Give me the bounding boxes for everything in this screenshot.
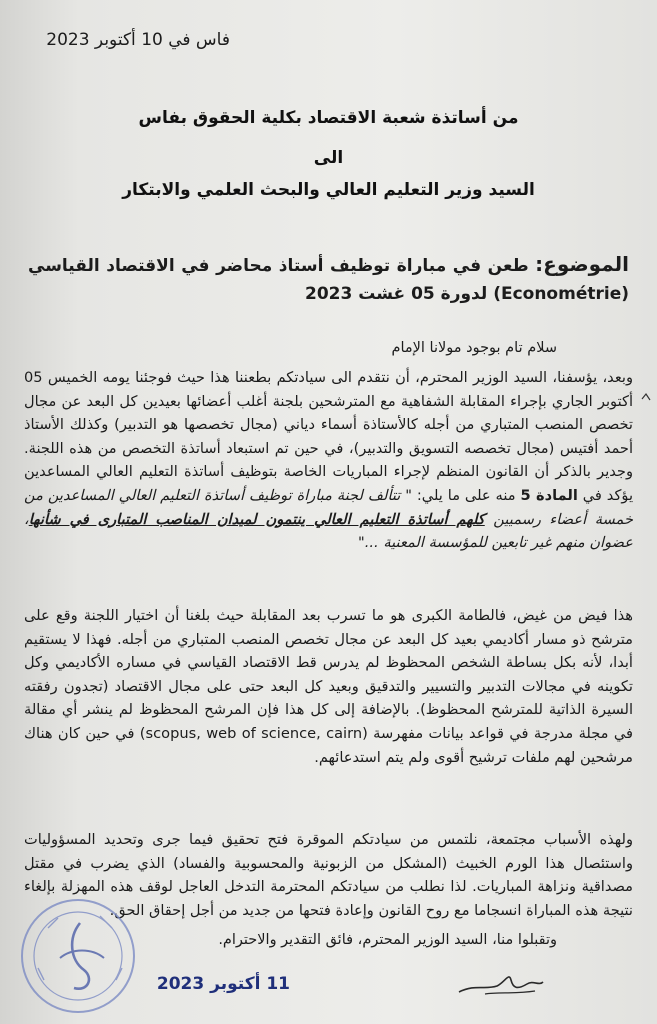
subject-text-fr: (Econométrie) bbox=[493, 284, 629, 304]
greeting: سلام تام بوجود مولانا الإمام bbox=[391, 340, 557, 356]
recipient-line: السيد وزير التعليم العالي والبحث العلمي والابتكار bbox=[122, 180, 535, 200]
paragraph-1-intro: وبعد، يؤسفنا، السيد الوزير المحترم، أن نتقدم الى سيادتكم بطعننا هذا حيث فوجئنا يومه الخميس 05 أكتوبر الجاري بإجراء المقابلة الشفاهية مع المترشحين بلجنة أغلب أعضائها بعيدين كل البعد عن مجال تخصص المنصب المتباري من أجله كالأستاذة أسماء دياني (مجال تخصصها هو التدبير) وكذلك الأستاذ أحمد أفتيس (مجال تخصصه التسويق والتدبير)، في حين تم استبعاد أساتذة التخصص من هذه اللجنة. وجدير بالذكر أن القانون المنظم لإجراء المباريات الخاصة بتوظيف أساتذة التعليم العالي المساعدين يؤكد في bbox=[24, 369, 634, 504]
margin-tick-icon bbox=[640, 390, 652, 404]
paragraph-1-after-article: منه على ما يلي: " bbox=[405, 486, 516, 504]
to-line: الى bbox=[313, 148, 344, 168]
office-stamp-icon bbox=[8, 888, 158, 1018]
footer-date: 11 أكتوبر 2023 bbox=[156, 974, 290, 994]
handwritten-signature-icon bbox=[455, 964, 545, 1004]
subject-text: طعن في مباراة توظيف أستاذ محاضر في الاقتصاد القياسي bbox=[28, 256, 529, 276]
paragraph-1 bbox=[24, 366, 633, 555]
paragraph-2-text1: هذا فيض من غيض، فالطامة الكبرى هو ما تسرب بعد المقابلة حيث بلغنا أن اختيار اللجنة وقع على مترشح ذو مسار أكاديمي بعيد كل البعد عن مجال تخصص المنصب المتباري من أجله. فهذا لا يستقيم أبدا، لأنه بكل بساطة الشخص المحظوظ لم يدرس قط الاقتصاد القياسي في مساره الأكاديمي وكل تكوينه في مجالات التدبير والتسيير والتدقيق وبعيد كل البعد حتى على مجال الاقتصاد (تجدون رفقته السيرة الذاتية للمترشح المحظوظ). بالإضافة إلى كل هذا فإن المرشح المحظوظ لم ينشر أي مقالة في مجلة مدرجة في قواعد بيانات مفهرسة ( bbox=[24, 607, 633, 742]
closing-line: وتقبلوا منا، السيد الوزير المحترم، فائق التقدير والاحترام. bbox=[218, 932, 557, 948]
quote-start: تتألف لجنة مباراة توظيف أساتذة التعليم العالي المساعدين من خمسة أعضاء رسميين bbox=[24, 486, 633, 528]
quote-emphasis: كلهم أساتذة التعليم العالي ينتمون لميدان المناصب المتبارى في شأنها bbox=[28, 510, 485, 528]
subject-text-end: لدورة 05 غشت 2023 bbox=[305, 284, 488, 304]
quote-end: ، عضوان منهم غير تابعين للمؤسسة المعنية ..." bbox=[24, 510, 633, 552]
subject-label: الموضوع: bbox=[535, 252, 629, 276]
paragraph-2 bbox=[24, 604, 633, 769]
paragraph-3: ولهذه الأسباب مجتمعة، نلتمس من سيادتكم الموقرة فتح تحقيق فيما جرى وتحديد المسؤوليات واستئصال هذا الورم الخبيث (المشكل من الزبونية والمحسوبية والفساد) الذي يضرب في مقتل مصداقية ونزاهة المباريات. لذا نطلب من سيادتكم المحترمة التدخل العاجل لوقف هذه المهزلة بإلغاء نتيجة هذه المباراة انسجاما مع روح القانون وإعادة فتحها من جديد من أجل إحقاق الحق. bbox=[24, 831, 633, 919]
databases-list: scopus, web of science, cairn bbox=[145, 724, 363, 742]
article-reference: المادة 5 bbox=[520, 486, 578, 504]
paragraph-2-text2: ) في حين كان هناك مرشحين لهم ملفات ترشيح أقوى ولم يتم استدعائهم. bbox=[24, 724, 633, 766]
sender-line: من أساتذة شعبة الاقتصاد بكلية الحقوق بفاس bbox=[138, 108, 519, 128]
subject-block bbox=[28, 250, 629, 308]
letter-date: فاس في 10 أكتوبر 2023 bbox=[46, 30, 230, 50]
